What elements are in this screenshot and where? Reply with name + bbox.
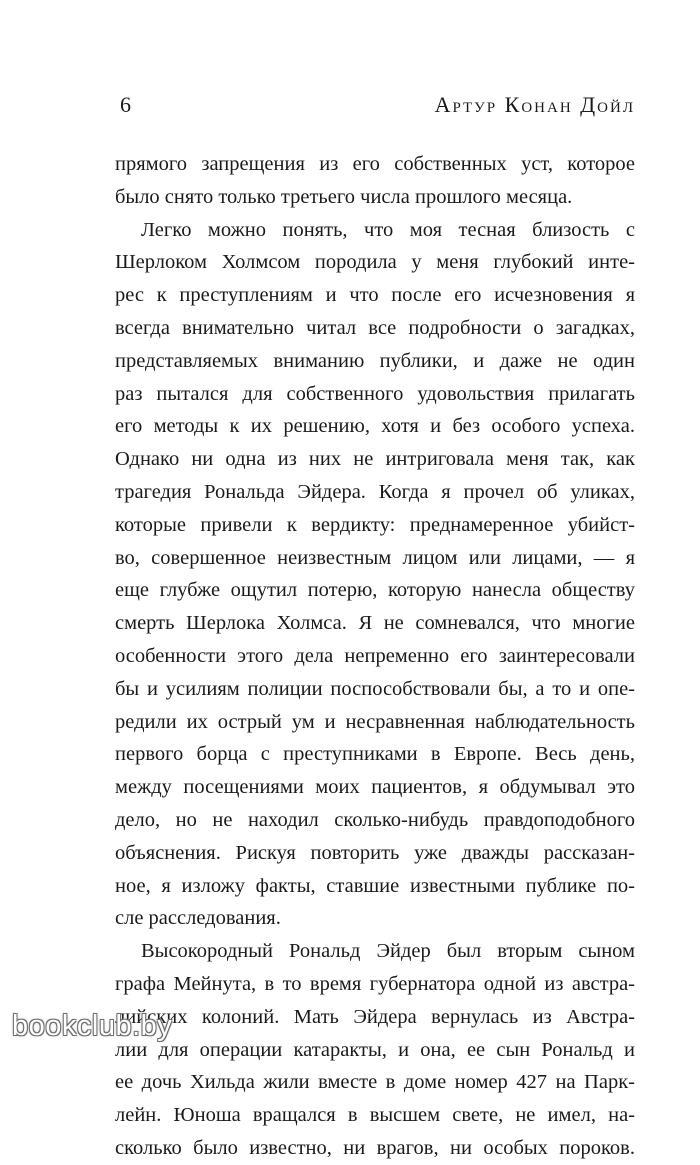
text-line: трагедия Рональда Эйдера. Когда я прочел об уликах, — [115, 480, 635, 503]
text-line: прямого запрещения из его собственных уст, которое — [115, 153, 635, 175]
text-line: Однако ни одна из них не интриговала меня так, как — [115, 448, 635, 471]
text-line: всегда внимательно читал все подробности о загадках, — [115, 316, 635, 339]
text-line: редили их острый ум и несравненная наблюдательность — [115, 710, 635, 733]
text-line: лийских колоний. Мать Эйдера вернулась из Австра- — [115, 1005, 635, 1028]
body-text — [115, 148, 635, 1165]
text-line: дело, но не находил сколько-нибудь правдоподобного — [115, 808, 635, 831]
text-line: Высокородный Рональд Эйдер был вторым сыном — [141, 940, 635, 963]
text-line: его методы к их решению, хотя и без особого успеха. — [115, 415, 635, 438]
text-line: сле расследования. — [115, 907, 281, 930]
text-line: смерть Шерлока Холмса. Я не сомневался, что многие — [115, 612, 635, 635]
text-line: первого борца с преступниками в Европе. Весь день, — [115, 743, 635, 766]
text-line: раз пытался для собственного удовольствия прилагать — [115, 382, 635, 405]
text-line: было снято только третьего числа прошлого месяца. — [115, 185, 573, 208]
text-line: Шерлоком Холмсом породила у меня глубокий инте- — [115, 251, 635, 274]
text-line: еще глубже ощутил потерю, которую нанесла обществу — [115, 579, 635, 602]
page-number: 6 — [120, 92, 131, 117]
text-line: лейн. Юноша вращался в высшем свете, не имел, на- — [115, 1104, 635, 1127]
running-head-author: Артур Конан Дойл — [434, 92, 635, 117]
text-line: ее дочь Хильда жили вместе в доме номер 427 на Парк- — [115, 1071, 635, 1094]
text-line: особенности этого дела непременно его заинтересовали — [115, 644, 635, 667]
text-line: графа Мейнута, в то время губернатора одной из австра- — [115, 972, 635, 995]
text-line: между посещениями моих пациентов, я обдумывал это — [115, 776, 635, 799]
text-line: ное, я изложу факты, ставшие известными публике по- — [115, 874, 635, 897]
text-line: которые привели к вердикту: преднамеренное убийст- — [115, 513, 635, 536]
text-line: представляемых вниманию публики, и даже не один — [115, 349, 635, 372]
text-line: сколько было известно, ни врагов, ни особых пороков. — [115, 1136, 635, 1159]
text-line: во, совершенное неизвестным лицом или лицами, — я — [115, 546, 635, 569]
watermark-logo: bookclub.by — [12, 1010, 173, 1042]
text-line: лии для операции катаракты, и она, ее сын Рональд и — [115, 1038, 635, 1061]
running-head — [120, 92, 635, 124]
text-line: рес к преступлениям и что после его исчезновения я — [115, 284, 635, 307]
text-line: объяснения. Рискуя повторить уже дважды рассказан- — [115, 841, 635, 864]
text-line: бы и усилиям полиции поспособствовали бы, а то и опе- — [115, 677, 635, 700]
text-line: Легко можно понять, что моя тесная близость с — [141, 218, 635, 241]
